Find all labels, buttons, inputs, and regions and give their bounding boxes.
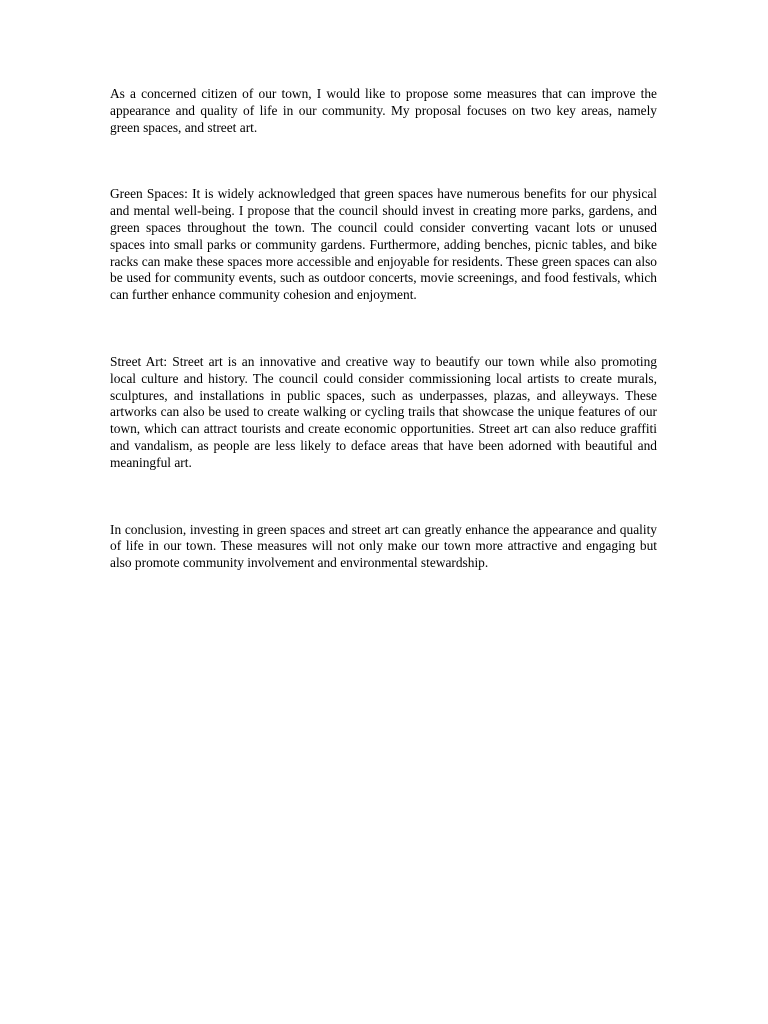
green-spaces-paragraph: Green Spaces: It is widely acknowledged that green spaces have numerous benefits for our physical and mental well-being. I propose that the council should invest in creating more parks, gardens, and green spaces throughout the town. The council could consider converting vacant lots or unused spaces into small parks or community gardens. Furthermore, adding benches, picnic tables, and bike racks can make these spaces more accessible and enjoyable for residents. These green spaces can also be used for community events, such as outdoor concerts, movie screenings, and food festivals, which can further enhance community cohesion and enjoyment. bbox=[110, 186, 657, 303]
conclusion-paragraph: In conclusion, investing in green spaces and street art can greatly enhance the appearance and quality of life in our town. These measures will not only make our town more attractive and engaging but also promote community involvement and environmental stewardship. bbox=[110, 521, 657, 571]
street-art-paragraph: Street Art: Street art is an innovative and creative way to beautify our town while also promoting local culture and history. The council could consider commissioning local artists to create murals, sculptures, and installations in public spaces, such as underpasses, plazas, and alleyways. These artworks can also be used to create walking or cycling trails that showcase the unique features of our town, which can attract tourists and create economic opportunities. Street art can also reduce graffiti and vandalism, as people are less likely to deface areas that have been adorned with beautiful and meaningful art. bbox=[110, 353, 657, 470]
intro-paragraph: As a concerned citizen of our town, I would like to propose some measures that can improve the appearance and quality of life in our community. My proposal focuses on two key areas, namely green spaces, and street art. bbox=[110, 86, 657, 135]
document-body bbox=[110, 86, 657, 572]
